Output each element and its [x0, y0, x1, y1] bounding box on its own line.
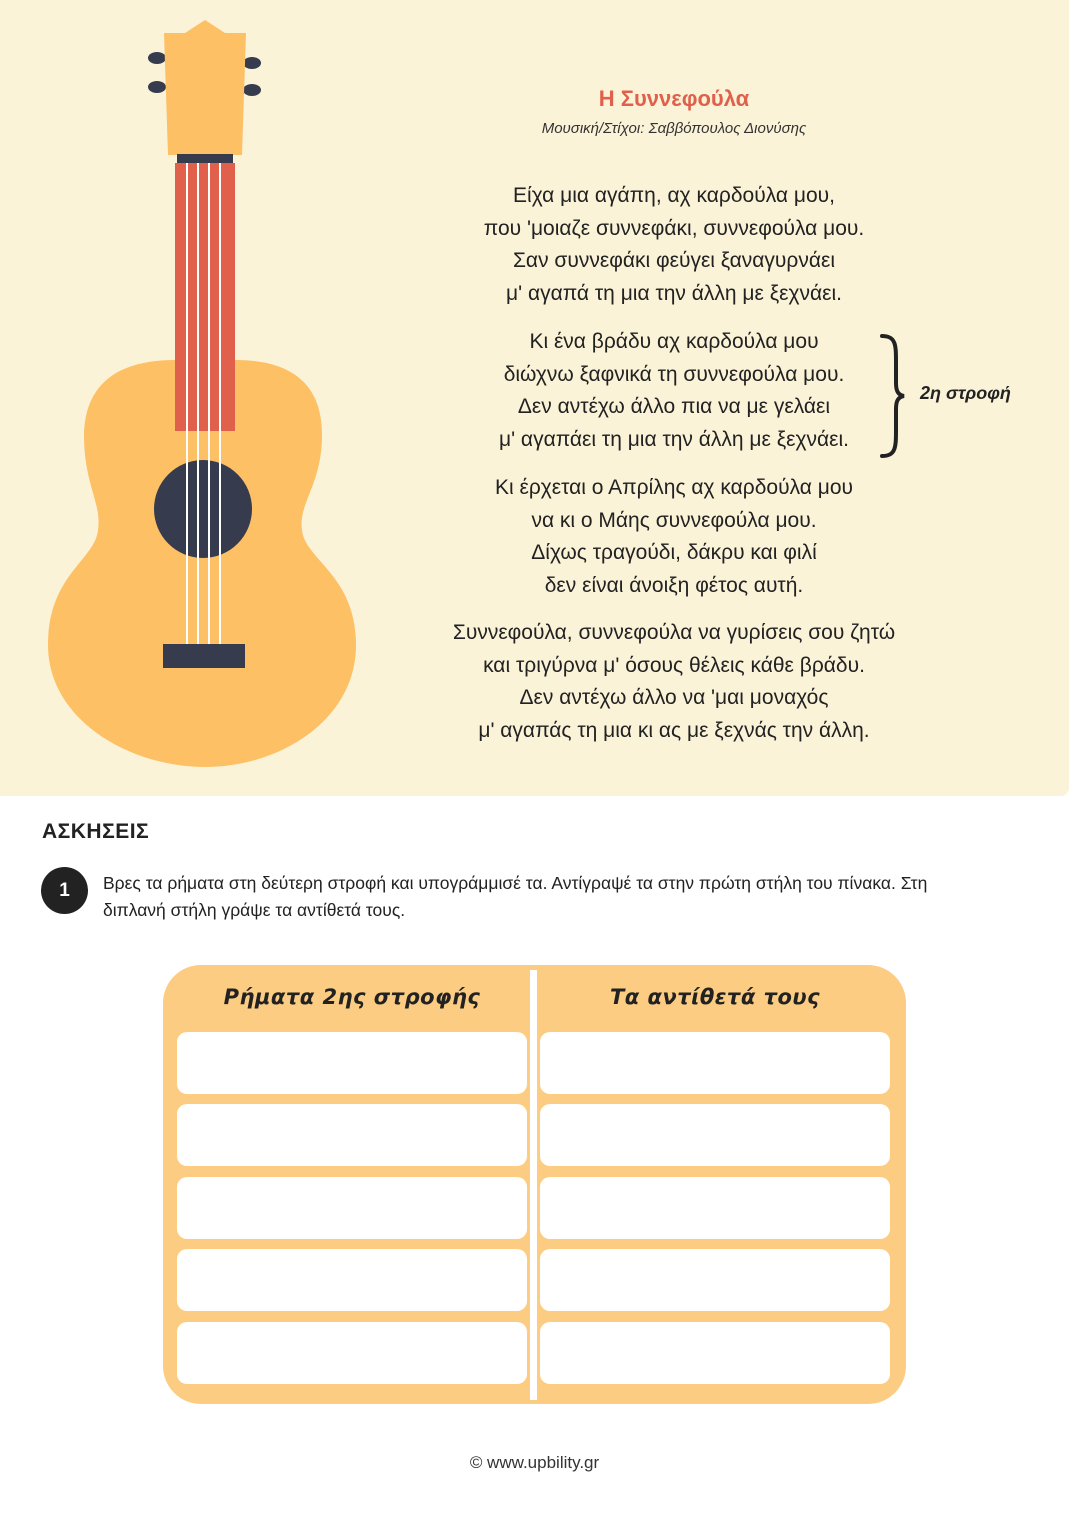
answer-cell-verb[interactable] [177, 1177, 527, 1239]
lyric-line: μ' αγαπά τη μια την άλλη με ξεχνάει. [506, 281, 842, 305]
curly-brace-icon [878, 333, 908, 459]
stanza-2 [404, 326, 944, 456]
lyric-line: Δεν αντέχω άλλο πια να με γελάει [517, 395, 831, 418]
lyric-line: Συννεφούλα, συννεφούλα να γυρίσεις σου ζητώ [452, 621, 896, 644]
lyric-line: να κι ο Μάης συννεφούλα μου. [531, 508, 817, 532]
lyric-line: Δεν αντέχω άλλο να 'μαι μοναχός [519, 686, 829, 709]
exercises-heading: ΑΣΚΗΣΕΙΣ [42, 820, 150, 843]
answer-cell-opposite[interactable] [540, 1032, 890, 1094]
footer-copyright[interactable]: © www.upbility.gr [469, 1453, 600, 1472]
answer-cell-verb[interactable] [177, 1322, 527, 1384]
exercise-instruction: Βρες τα ρήματα στη δεύτερη στροφή και υπογράμμισέ τα. Αντίγραψέ τα στην πρώτη στήλη του πίνακα. Στη διπλανή στήλη γράψε τα αντίθετά τους. [103, 873, 928, 920]
answer-cell-opposite[interactable] [540, 1104, 890, 1166]
guitar-illustration [40, 15, 370, 775]
lyric-line: Κι ένα βράδυ αχ καρδούλα μου [529, 330, 819, 353]
column-divider [530, 970, 537, 1400]
song-title: Η Συννεφούλα [598, 86, 750, 111]
exercise-number-badge: 1 [41, 867, 88, 914]
lyric-line: Δίχως τραγούδι, δάκρυ και φιλί [531, 541, 817, 564]
stanza-3 [404, 472, 944, 602]
stanza-1 [404, 180, 944, 310]
lyric-line: μ' αγαπάει τη μια την άλλη με ξεχνάει. [498, 427, 850, 451]
lyric-line: δεν είναι άνοιξη φέτος αυτή. [544, 573, 804, 597]
lyric-line: Σαν συννεφάκι φεύγει ξαναγυρνάει [512, 249, 836, 272]
stanza-label: 2η στροφή [920, 383, 1011, 403]
lyric-line: μ' αγαπάς τη μια κι ας με ξεχνάς την άλλη. [478, 718, 870, 742]
column-header-opposites: Τα αντίθετά τους [609, 985, 821, 1009]
stanza-4 [404, 617, 944, 747]
column-header-verbs: Ρήματα 2ης στροφής [223, 985, 481, 1009]
answer-cell-verb[interactable] [177, 1032, 527, 1094]
lyric-line: Κι έρχεται ο Απρίλης αχ καρδούλα μου [494, 476, 854, 499]
lyric-line: διώχνω ξαφνικά τη συννεφούλα μου. [503, 362, 845, 386]
song-credit: Μουσική/Στίχοι: Σαββόπουλος Διονύσης [541, 120, 807, 137]
answer-cell-verb[interactable] [177, 1104, 527, 1166]
answer-cell-opposite[interactable] [540, 1322, 890, 1384]
answer-cell-opposite[interactable] [540, 1249, 890, 1311]
lyric-line: Είχα μια αγάπη, αχ καρδούλα μου, [513, 184, 835, 207]
answer-cell-opposite[interactable] [540, 1177, 890, 1239]
answer-cell-verb[interactable] [177, 1249, 527, 1311]
answer-table [163, 965, 906, 1404]
lyric-line: που 'μοιαζε συννεφάκι, συννεφούλα μου. [483, 216, 865, 240]
lyric-line: και τριγύρνα μ' όσους θέλεις κάθε βράδυ. [483, 653, 865, 677]
